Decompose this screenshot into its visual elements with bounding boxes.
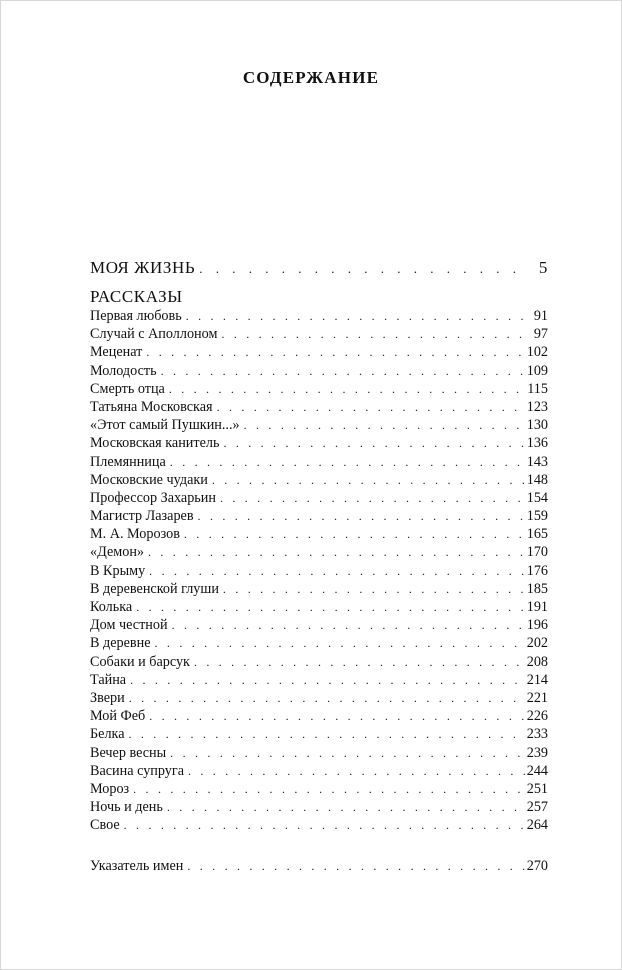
toc-stories-section bbox=[90, 287, 548, 834]
toc-entry[interactable] bbox=[90, 780, 548, 798]
toc-entry-page: 165 bbox=[526, 526, 548, 543]
toc-entry[interactable] bbox=[90, 343, 548, 361]
dot-leader bbox=[124, 816, 525, 834]
toc-entry-label: Первая любовь bbox=[90, 308, 182, 324]
toc-entry-page: 148 bbox=[526, 471, 548, 488]
dot-leader bbox=[212, 471, 525, 489]
toc-entry-page: 97 bbox=[533, 326, 548, 343]
dot-leader bbox=[244, 416, 525, 434]
toc-entry[interactable] bbox=[90, 325, 548, 343]
toc-entry-label: Мороз bbox=[90, 780, 130, 797]
toc-entry-label: МОЯ ЖИЗНЬ bbox=[90, 258, 196, 277]
dot-leader bbox=[186, 307, 532, 325]
toc-entry-name-index[interactable] bbox=[90, 857, 548, 875]
toc-entry-label: М. А. Морозов bbox=[90, 526, 180, 543]
dot-leader bbox=[129, 689, 525, 707]
toc-entry-label: Московские чудаки bbox=[90, 471, 208, 488]
toc-entry[interactable] bbox=[90, 762, 548, 780]
toc-entry-label: Ночь и день bbox=[90, 799, 163, 816]
toc-entry[interactable] bbox=[90, 525, 548, 543]
dot-leader bbox=[129, 725, 525, 743]
toc-entry-label: Звери bbox=[90, 689, 125, 706]
toc-entry-page: 233 bbox=[526, 726, 548, 743]
toc-entry-label: Собаки и барсук bbox=[90, 653, 190, 670]
toc-entry-page: 91 bbox=[533, 308, 548, 324]
toc-entry-page: 176 bbox=[526, 562, 548, 579]
stories-list bbox=[90, 307, 548, 834]
toc-entry[interactable] bbox=[90, 689, 548, 707]
dot-leader bbox=[136, 598, 525, 616]
dot-leader bbox=[161, 362, 525, 380]
dot-leader bbox=[223, 434, 524, 452]
toc-entry-page: 143 bbox=[526, 453, 548, 470]
dot-leader bbox=[155, 634, 525, 652]
toc-entry-label: Тайна bbox=[90, 671, 127, 688]
toc-entry-label: Дом честной bbox=[90, 617, 168, 634]
toc-entry-label: Вечер весны bbox=[90, 744, 167, 761]
toc-major-section bbox=[90, 257, 548, 279]
toc-entry[interactable] bbox=[90, 362, 548, 380]
toc-entry-page: 130 bbox=[526, 417, 548, 434]
dot-leader bbox=[133, 780, 525, 798]
toc-entry[interactable] bbox=[90, 434, 548, 452]
toc-entry[interactable] bbox=[90, 507, 548, 525]
toc-entry[interactable] bbox=[90, 562, 548, 580]
toc-entry-page: 196 bbox=[526, 617, 548, 634]
dot-leader bbox=[223, 580, 525, 598]
toc-entry[interactable] bbox=[90, 543, 548, 561]
dot-leader bbox=[149, 562, 525, 580]
dot-leader bbox=[220, 489, 525, 507]
toc-entry-page: 136 bbox=[526, 435, 548, 452]
toc-entry[interactable] bbox=[90, 671, 548, 689]
page-title: СОДЕРЖАНИЕ bbox=[242, 68, 380, 87]
toc-entry-page: 154 bbox=[526, 489, 548, 506]
toc-entry-page: 214 bbox=[526, 671, 548, 688]
toc-entry-page: 102 bbox=[526, 344, 548, 361]
toc-entry-label: Мой Феб bbox=[90, 708, 146, 725]
toc-entry-page: 115 bbox=[527, 380, 548, 397]
toc-entry-page: 202 bbox=[526, 635, 548, 652]
toc-entry-my-life[interactable] bbox=[90, 257, 548, 279]
toc-entry[interactable] bbox=[90, 307, 548, 325]
dot-leader bbox=[167, 798, 525, 816]
toc-entry-label: Белка bbox=[90, 726, 125, 743]
toc-entry-label: Татьяна Московская bbox=[90, 398, 213, 415]
dot-leader bbox=[217, 398, 525, 416]
toc-entry-label: Указатель имен bbox=[90, 858, 184, 874]
dot-leader bbox=[172, 616, 525, 634]
toc-entry-label: Молодость bbox=[90, 362, 157, 379]
dot-leader bbox=[170, 744, 525, 762]
toc-entry-page: 239 bbox=[526, 744, 548, 761]
dot-leader bbox=[221, 325, 531, 343]
toc-entry-label: Случай с Аполлоном bbox=[90, 326, 218, 343]
toc-entry-label: Смерть отца bbox=[90, 380, 165, 397]
toc-entry-page: 221 bbox=[526, 689, 548, 706]
toc-entry-label: Профессор Захарьин bbox=[90, 489, 216, 506]
toc-entry-label: Племянница bbox=[90, 453, 166, 470]
dot-leader bbox=[170, 453, 525, 471]
toc-entry-page: 170 bbox=[526, 544, 548, 561]
toc-entry[interactable] bbox=[90, 798, 548, 816]
toc-entry-label: Васина супруга bbox=[90, 762, 184, 779]
toc-entry[interactable] bbox=[90, 471, 548, 489]
dot-leader bbox=[194, 653, 525, 671]
toc-entry-label: В деревенской глуши bbox=[90, 580, 219, 597]
toc-entry-page: 159 bbox=[526, 508, 548, 525]
toc-entry-page: 191 bbox=[526, 599, 548, 615]
dot-leader bbox=[187, 857, 524, 875]
toc-entry[interactable] bbox=[90, 616, 548, 634]
toc-index-section bbox=[90, 857, 548, 875]
toc-entry-page: 257 bbox=[526, 799, 548, 816]
toc-entry-label: Московская канитель bbox=[90, 435, 220, 452]
dot-leader bbox=[198, 507, 525, 525]
toc-entry[interactable] bbox=[90, 653, 548, 671]
toc-entry-label: Колька bbox=[90, 599, 133, 615]
toc-entry-label: Свое bbox=[90, 817, 120, 834]
toc-entry-label: В Крыму bbox=[90, 562, 146, 579]
toc-entry-label: «Демон» bbox=[90, 544, 144, 561]
toc-entry[interactable] bbox=[90, 816, 548, 834]
dot-leader bbox=[169, 380, 525, 398]
toc-entry-page: 251 bbox=[526, 780, 548, 797]
toc-entry-page: 270 bbox=[526, 858, 548, 874]
toc-entry-label: В деревне bbox=[90, 635, 151, 652]
toc-entry[interactable] bbox=[90, 707, 548, 725]
toc-entry-page: 185 bbox=[526, 580, 548, 597]
dot-leader bbox=[184, 525, 525, 543]
toc-entry-page: 208 bbox=[526, 653, 548, 670]
toc-entry[interactable] bbox=[90, 598, 548, 616]
toc-entry-label: «Этот самый Пушкин...» bbox=[90, 417, 240, 434]
dot-leader bbox=[149, 707, 525, 725]
toc-entry-page: 226 bbox=[526, 708, 548, 725]
dot-leader bbox=[199, 258, 523, 280]
toc-entry-page: 5 bbox=[538, 258, 548, 277]
dot-leader bbox=[188, 762, 525, 780]
toc-entry-page: 244 bbox=[526, 762, 548, 779]
toc-entry-label: Меценат bbox=[90, 344, 143, 361]
toc-entry[interactable] bbox=[90, 398, 548, 416]
toc-entry[interactable] bbox=[90, 380, 548, 398]
section-heading-stories: РАССКАЗЫ bbox=[90, 287, 183, 306]
toc-entry[interactable] bbox=[90, 416, 548, 434]
dot-leader bbox=[130, 671, 525, 689]
dot-leader bbox=[148, 543, 525, 561]
dot-leader bbox=[146, 343, 524, 361]
toc-entry[interactable] bbox=[90, 634, 548, 652]
toc-entry[interactable] bbox=[90, 453, 548, 471]
toc-entry[interactable] bbox=[90, 744, 548, 762]
toc-entry[interactable] bbox=[90, 580, 548, 598]
toc-entry-label: Магистр Лазарев bbox=[90, 508, 194, 525]
toc-entry-page: 264 bbox=[526, 817, 548, 834]
toc-entry[interactable] bbox=[90, 489, 548, 507]
toc-entry-page: 123 bbox=[526, 398, 548, 415]
toc-entry-page: 109 bbox=[526, 362, 548, 379]
toc-entry[interactable] bbox=[90, 725, 548, 743]
